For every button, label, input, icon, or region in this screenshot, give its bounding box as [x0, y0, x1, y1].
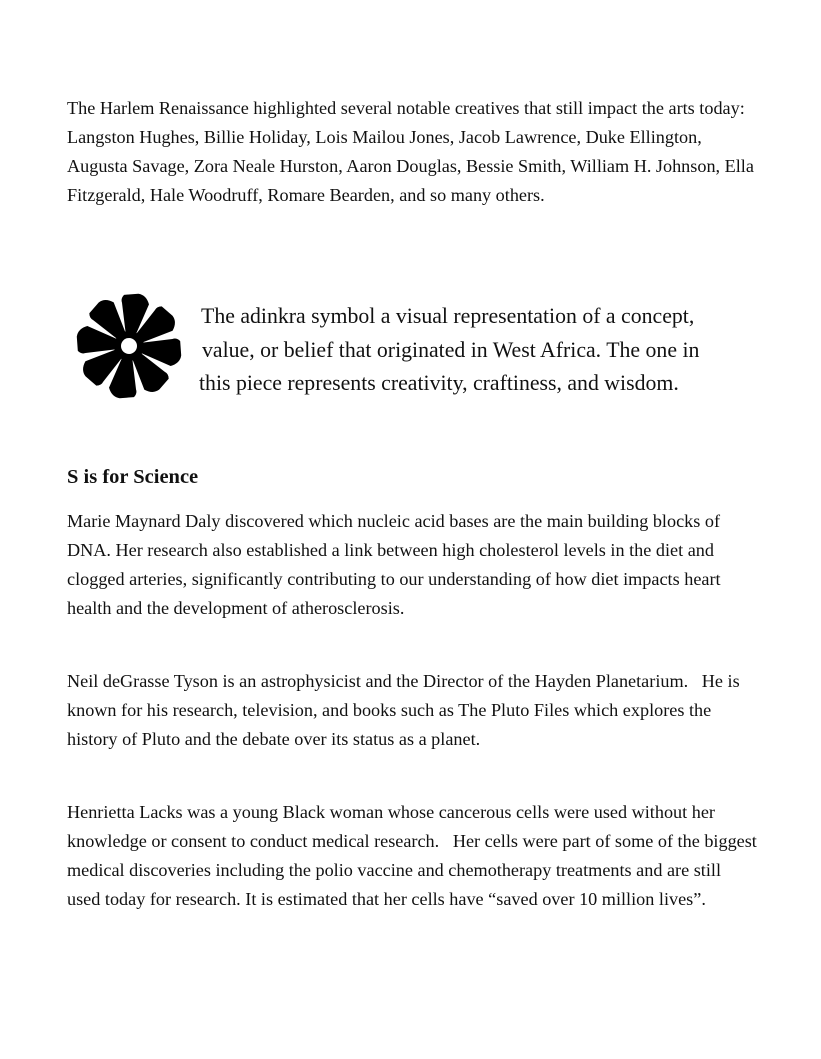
daly-paragraph: Marie Maynard Daly discovered which nucleic acid bases are the main building blocks of DNA. Her research also established a link between high cholesterol levels in the diet and clogged arteries, significantly contributing to our understanding of how diet impacts heart health and the development of atherosclerosis.: [67, 511, 726, 618]
tyson-paragraph: Neil deGrasse Tyson is an astrophysicist and the Director of the Hayden Planetarium. He is known for his research, television, and books such as The Pluto Files which explores the history of Pluto and the debate over its status as a planet.: [67, 671, 745, 749]
callout-line: The adinkra symbol a visual representation of a concept,: [201, 304, 695, 328]
section-heading: S is for Science: [67, 466, 199, 488]
adinkra-callout-text: [199, 300, 769, 401]
adinkra-center-hole: [121, 338, 137, 354]
adinkra-symbol-icon: [72, 292, 186, 400]
harlem-renaissance-paragraph: The Harlem Renaissance highlighted several notable creatives that still impact the arts today: Langston Hughes, Billie Holiday, Lois Mailou Jones, Jacob Lawrence, Duke Ellington, Augusta Savage, Zora Neale Hurston, Aaron Douglas, Bessie Smith, William H. Johnson, Ella Fitzgerald, Hale Woodruff, Romare Bearden, and so many others.: [67, 98, 759, 205]
callout-line: value, or belief that originated in West Africa. The one in: [202, 337, 700, 362]
lacks-paragraph: Henrietta Lacks was a young Black woman whose cancerous cells were used without her knowledge or consent to conduct medical research. Her cells were part of some of the biggest medical discoveries including the polio vaccine and chemotherapy treatments and are still used today for research. It is estimated that her cells have “saved over 10 million lives”.: [67, 802, 762, 909]
callout-line: this piece represents creativity, craftiness, and wisdom.: [199, 371, 679, 395]
